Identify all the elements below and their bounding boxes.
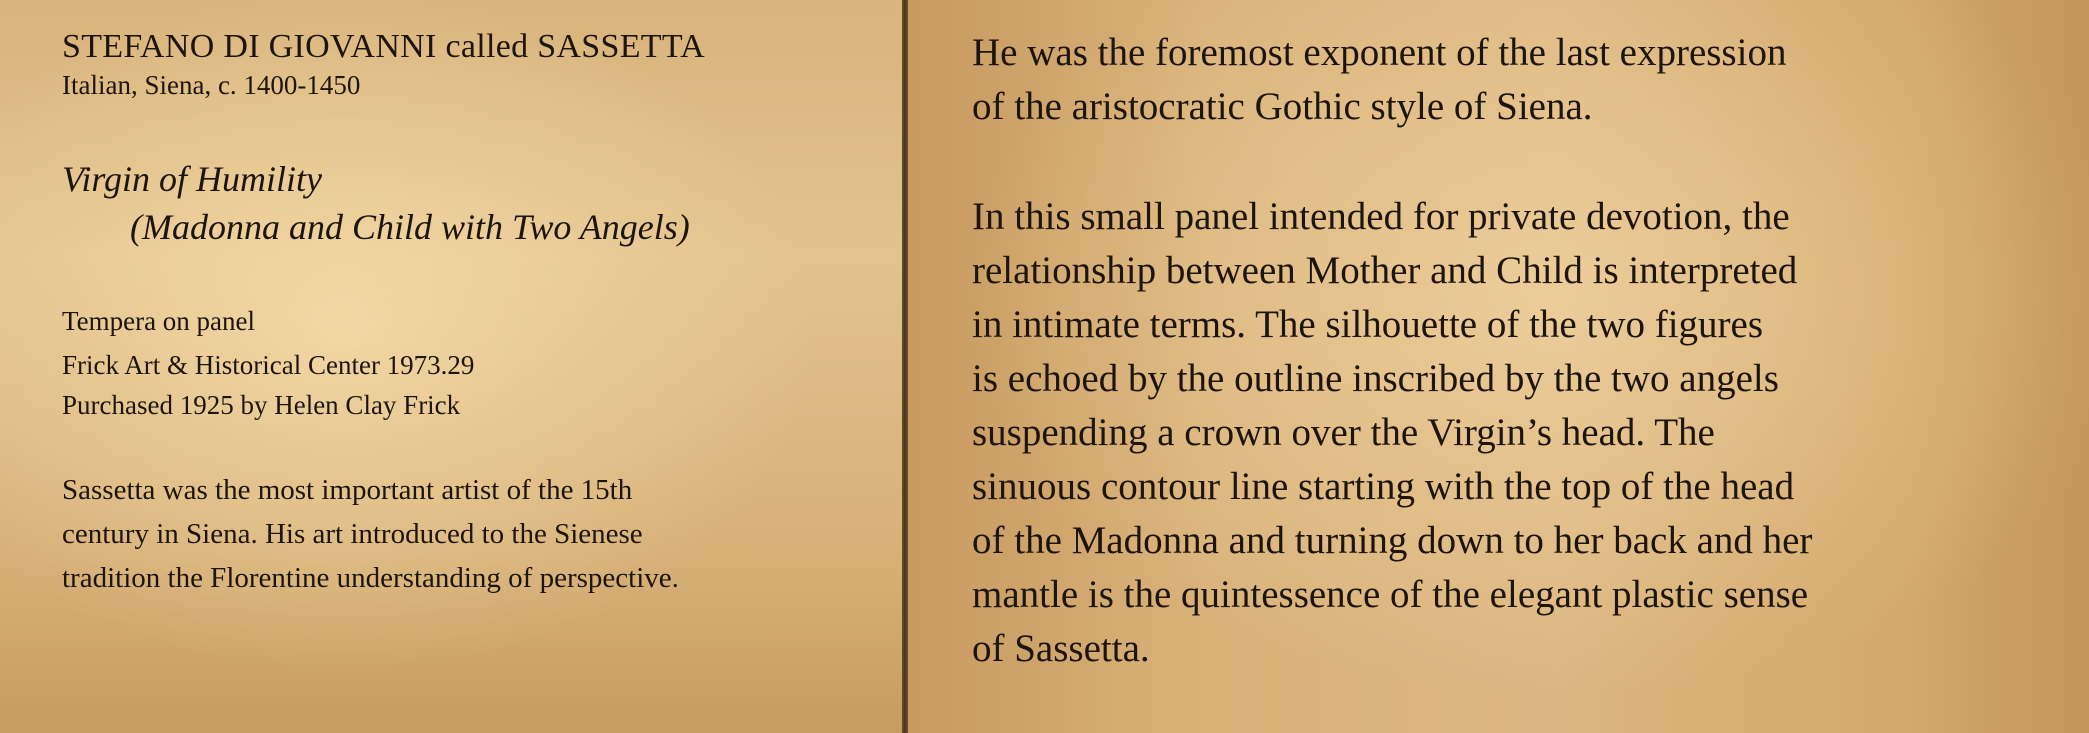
paragraph2-line: is echoed by the outline inscribed by the two angels (972, 357, 1779, 400)
paragraph2-line: relationship between Mother and Child is interpreted (972, 249, 1798, 292)
paragraph2-line: in intimate terms. The silhouette of the two figures (972, 303, 1764, 346)
paragraph2-line: mantle is the quintessence of the elegant plastic sense (972, 573, 1809, 616)
paragraph2-line: In this small panel intended for private devotion, the (972, 195, 1790, 238)
artwork-subtitle: (Madonna and Child with Two Angels) (130, 207, 690, 247)
medium-line: Tempera on panel (62, 306, 256, 336)
description-line: Sassetta was the most important artist of the 15th (62, 474, 633, 506)
provenance-line: Purchased 1925 by Helen Clay Frick (62, 390, 461, 420)
paragraph2-line: of Sassetta. (972, 627, 1150, 670)
description-line: century in Siena. His art introduced to the Sienese (62, 518, 643, 550)
description-line: tradition the Florentine understanding of perspective. (62, 562, 679, 594)
artist-origin: Italian, Siena, c. 1400-1450 (62, 70, 361, 100)
paragraph2-line: sinuous contour line starting with the top of the head (972, 465, 1795, 508)
artwork-title: Virgin of Humility (62, 159, 322, 199)
paragraph1-line: of the aristocratic Gothic style of Siena. (972, 85, 1593, 128)
left-wall-label (0, 0, 902, 733)
right-wall-label (908, 0, 2089, 733)
paragraph2-line: of the Madonna and turning down to her back and her (972, 519, 1813, 562)
paragraph1-line: He was the foremost exponent of the last expression (972, 31, 1787, 74)
artist-name: STEFANO DI GIOVANNI called SASSETTA (62, 28, 706, 65)
paragraph2-line: suspending a crown over the Virgin’s head. The (972, 411, 1715, 454)
accession-line: Frick Art & Historical Center 1973.29 (62, 350, 475, 380)
